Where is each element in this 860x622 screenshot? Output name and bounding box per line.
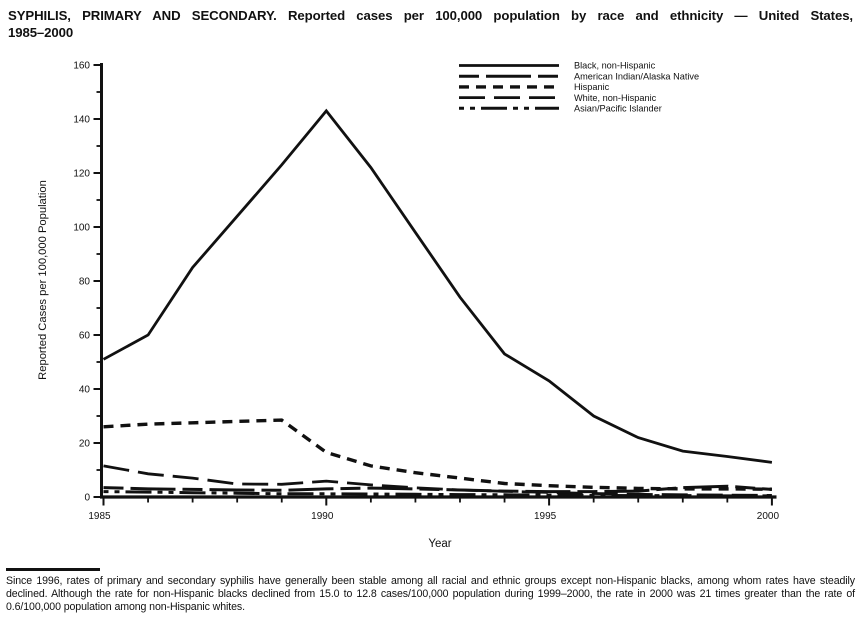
legend: [459, 61, 699, 114]
y-axis-tick-labels: [73, 61, 90, 504]
y-tick-label: 100: [73, 222, 90, 234]
x-tick-label: 1985: [88, 511, 111, 522]
x-tick-label: 2000: [756, 511, 780, 522]
x-axis-title: Year: [428, 538, 452, 550]
legend-label: American Indian/Alaska Native: [574, 71, 700, 82]
axes: [100, 60, 777, 499]
legend-label: White, non-Hispanic: [574, 92, 657, 103]
legend-label: Hispanic: [574, 82, 610, 93]
legend-label: Asian/Pacific Islander: [574, 103, 662, 114]
x-tick-label: 1995: [533, 511, 557, 522]
y-axis-title: Reported Cases per 100,000 Population: [37, 180, 49, 380]
y-tick-label: 40: [78, 384, 90, 396]
legend-label: Black, non-Hispanic: [574, 60, 656, 71]
footnote-text: Since 1996, rates of primary and secondary syphilis have generally been stable among all racial and ethnic groups except non-Hispanic blacks, among whom rates have steadily declined. Although the rate for non-Hispanic blacks declined from 15.0 to 12.8 cases/100,000 population during 1999–2000, the rate in 2000 was 21 times greater than the rate of 0.6/100,000 population among non-Hispanic whites.: [6, 575, 855, 614]
chart-title-line-2: 1985–2000: [8, 25, 74, 40]
chart-title-line-1: SYPHILIS, PRIMARY AND SECONDARY. Reported cases per 100,000 population by race and ethnicity — United States,: [8, 8, 853, 23]
y-tick-label: 140: [73, 114, 90, 126]
x-axis-tick-labels: [88, 511, 779, 522]
series-line-hispanic: [104, 420, 772, 489]
y-tick-label: 120: [73, 168, 90, 180]
series-line-black-non-hispanic: [104, 111, 772, 463]
footnote-rule: [6, 568, 100, 571]
y-tick-label: 0: [84, 492, 90, 504]
y-tick-label: 20: [78, 438, 90, 450]
series-line-white-non-hispanic: [104, 466, 772, 496]
y-tick-label: 80: [78, 276, 90, 288]
y-tick-label: 160: [73, 60, 90, 72]
data-series: [104, 111, 772, 496]
x-tick-label: 1990: [311, 511, 334, 522]
y-tick-label: 60: [78, 330, 90, 342]
